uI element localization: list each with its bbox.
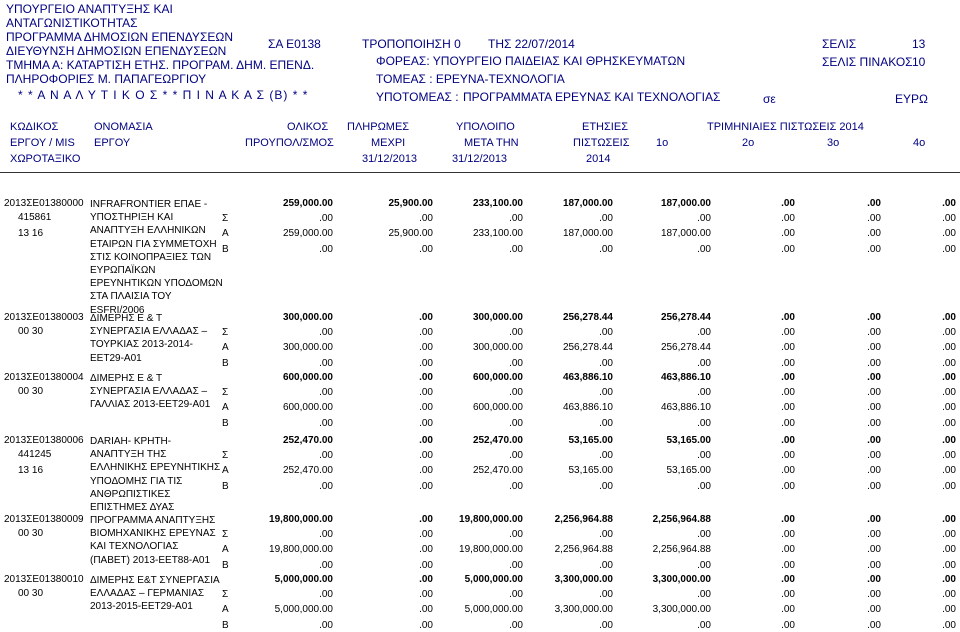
project-name-line: ΔΙΜΕΡΗΣ Ε & Τ bbox=[90, 373, 163, 384]
amount-annual: 256,278.44 bbox=[562, 342, 613, 354]
currency-prefix: σε bbox=[763, 92, 776, 106]
row-type-letter: Α bbox=[222, 465, 229, 477]
amount-q3: .00 bbox=[867, 213, 881, 225]
amount-q1: .00 bbox=[697, 417, 711, 429]
amount-annual: .00 bbox=[599, 529, 613, 541]
amount-remaining: .00 bbox=[509, 450, 523, 462]
amount-q2: .00 bbox=[781, 417, 795, 429]
project-name-line: (ΠΑΒΕΤ) 2013-ΕΕΤ88-Α01 bbox=[90, 554, 211, 566]
amount-q2: .00 bbox=[781, 198, 795, 209]
amount-q4: .00 bbox=[942, 589, 956, 601]
project-name-line: 2013-2015-ΕΕΤ29-Α01 bbox=[90, 601, 193, 613]
project-name-line: ΑΝΘΡΩΠΙΣΤΙΚΕΣ bbox=[90, 488, 171, 500]
amount-q4: .00 bbox=[942, 544, 956, 556]
project-name-line: ΠΡΟΓΡΑΜΜΑ ΑΝΑΠΤΥΞΗΣ bbox=[90, 515, 216, 526]
amount-q3: .00 bbox=[867, 480, 881, 492]
amount-remaining: 300,000.00 bbox=[472, 312, 523, 323]
col-paid-3: 31/12/2013 bbox=[362, 153, 418, 165]
row-type-letter: Σ bbox=[222, 327, 229, 339]
report-header bbox=[0, 0, 960, 172]
amount-remaining: 19,800,000.00 bbox=[459, 544, 523, 556]
amount-q4: .00 bbox=[942, 243, 956, 255]
amount-q1: .00 bbox=[697, 559, 711, 571]
col-total-2: ΠΡΟΥΠΟΛ/ΣΜΟΣ bbox=[245, 137, 334, 149]
amount-q4: .00 bbox=[942, 450, 956, 462]
col-q3: 3ο bbox=[827, 137, 840, 149]
amount-total: .00 bbox=[319, 243, 333, 255]
amount-total: .00 bbox=[319, 417, 333, 429]
amount-remaining: .00 bbox=[509, 480, 523, 492]
amount-q1: 256,278.44 bbox=[660, 342, 711, 354]
project-name-line: ΒΙΟΜΗΧΑΝΙΚΗΣ ΕΡΕΥΝΑΣ bbox=[90, 528, 216, 540]
amount-q1: .00 bbox=[697, 619, 711, 631]
project-code: 2013ΣΕ01380003 bbox=[4, 312, 84, 323]
row-type-letter: Σ bbox=[222, 387, 229, 399]
amount-paid: .00 bbox=[419, 417, 433, 429]
amount-annual: .00 bbox=[599, 589, 613, 601]
row-type-letter: Β bbox=[222, 417, 229, 429]
amount-q2: .00 bbox=[781, 589, 795, 601]
project-mis: 441245 bbox=[18, 449, 52, 460]
amount-q3: .00 bbox=[867, 402, 881, 414]
amount-q1: 53,165.00 bbox=[666, 435, 711, 446]
project-code: 2013ΣΕ01380000 bbox=[4, 198, 84, 209]
col-q1: 1ο bbox=[656, 137, 669, 149]
project-mis: 415861 bbox=[18, 212, 52, 223]
amount-q2: .00 bbox=[781, 228, 795, 240]
amount-q3: .00 bbox=[867, 529, 881, 541]
amount-paid: .00 bbox=[419, 213, 433, 225]
project-name-line: ΔΙΜΕΡΗΣ Ε & Τ bbox=[90, 313, 163, 324]
amount-remaining: .00 bbox=[509, 619, 523, 631]
col-total-1: ΟΛΙΚΟΣ bbox=[287, 121, 329, 133]
sector: ΤΟΜΕΑΣ : ΕΡΕΥΝΑ-ΤΕΧΝΟΛΟΓΙΑ bbox=[376, 72, 565, 86]
amount-paid: .00 bbox=[419, 529, 433, 541]
row-type-letter: Σ bbox=[222, 213, 229, 225]
amount-q1: 187,000.00 bbox=[660, 228, 711, 240]
amount-q4: .00 bbox=[942, 604, 956, 616]
amount-q3: .00 bbox=[867, 544, 881, 556]
amount-q1: 2,256,964.88 bbox=[652, 514, 711, 525]
row-type-letter: Σ bbox=[222, 529, 229, 541]
amount-q3: .00 bbox=[867, 228, 881, 240]
row-type-letter: Β bbox=[222, 619, 229, 631]
amount-q1: .00 bbox=[697, 450, 711, 462]
amount-total: 19,800,000.00 bbox=[269, 544, 333, 556]
amount-q2: .00 bbox=[781, 372, 795, 383]
row-type-letter: Σ bbox=[222, 589, 229, 601]
row-type-letter: Β bbox=[222, 357, 229, 369]
amount-total: 5,000,000.00 bbox=[274, 574, 333, 585]
table-page-number: 10 bbox=[912, 55, 926, 69]
amount-q2: .00 bbox=[781, 544, 795, 556]
amount-q3: .00 bbox=[867, 357, 881, 369]
amount-q4: .00 bbox=[942, 417, 956, 429]
amount-annual: 2,256,964.88 bbox=[554, 514, 613, 525]
amount-q4: .00 bbox=[942, 402, 956, 414]
amount-remaining: 5,000,000.00 bbox=[464, 604, 523, 616]
row-type-letter: Β bbox=[222, 243, 229, 255]
amount-annual: 463,886.10 bbox=[562, 372, 613, 383]
col-paid-2: ΜΕΧΡΙ bbox=[371, 137, 406, 149]
amount-paid: .00 bbox=[419, 574, 433, 585]
amount-q1: 463,886.10 bbox=[660, 372, 711, 383]
amount-paid: .00 bbox=[419, 342, 433, 354]
project-name-line: ΕΤΑΙΡΩΝ ΓΙΑ ΣΥΜΜΕΤΟΧΗ bbox=[90, 238, 217, 250]
amount-annual: 3,300,000.00 bbox=[554, 574, 613, 585]
amount-annual: .00 bbox=[599, 357, 613, 369]
amount-total: .00 bbox=[319, 559, 333, 571]
project-name-line: ΕΠΙΣΤΗΜΕΣ ΔΥΑΣ bbox=[90, 502, 175, 513]
row-type-letter: Σ bbox=[222, 450, 229, 462]
amount-annual: 187,000.00 bbox=[562, 198, 613, 209]
amount-q3: .00 bbox=[867, 574, 881, 585]
ministry-line-1: ΥΠΟΥΡΓΕΙΟ ΑΝΑΠΤΥΞΗΣ ΚΑΙ bbox=[6, 2, 173, 16]
row-type-letter: Α bbox=[222, 544, 229, 556]
amount-total: .00 bbox=[319, 450, 333, 462]
subsector-label: ΥΠΟΤΟΜΕΑΣ : bbox=[376, 90, 459, 104]
amount-total: 259,000.00 bbox=[282, 198, 333, 209]
amount-q2: .00 bbox=[781, 357, 795, 369]
col-code-3: ΧΩΡΟΤΑΞΙΚΟ bbox=[10, 153, 81, 165]
amount-q1: .00 bbox=[697, 327, 711, 339]
amount-q4: .00 bbox=[942, 514, 956, 525]
amount-q1: 2,256,964.88 bbox=[652, 544, 711, 556]
amount-annual: 256,278.44 bbox=[562, 312, 613, 323]
project-name-line: DARIAH- ΚΡΗΤΗ- bbox=[90, 436, 172, 447]
amount-total: 252,470.00 bbox=[282, 435, 333, 446]
col-quarterly-title: ΤΡΙΜΗΝΙΑΙΕΣ ΠΙΣΤΩΣΕΙΣ 2014 bbox=[707, 121, 864, 133]
header-separator bbox=[0, 172, 960, 173]
amount-q4: .00 bbox=[942, 574, 956, 585]
agency: ΦΟΡΕΑΣ: ΥΠΟΥΡΓΕΙΟ ΠΑΙΔΕΙΑΣ ΚΑΙ ΘΡΗΣΚΕΥΜΑΤΩΝ bbox=[376, 54, 686, 68]
project-name-line: ΤΟΥΡΚΙΑΣ 2013-2014- bbox=[90, 339, 193, 351]
amount-q1: .00 bbox=[697, 480, 711, 492]
subsector: ΠΡΟΓΡΑΜΜΑΤΑ ΕΡΕΥΝΑΣ ΚΑΙ ΤΕΧΝΟΛΟΓΙΑΣ bbox=[463, 90, 721, 104]
amount-annual: 53,165.00 bbox=[568, 435, 613, 446]
amount-q1: 187,000.00 bbox=[660, 198, 711, 209]
amount-remaining: 252,470.00 bbox=[472, 465, 523, 477]
project-region: 00 30 bbox=[18, 528, 44, 539]
amount-annual: .00 bbox=[599, 213, 613, 225]
amount-remaining: .00 bbox=[509, 417, 523, 429]
amount-remaining: .00 bbox=[509, 327, 523, 339]
amount-q2: .00 bbox=[781, 574, 795, 585]
amount-paid: .00 bbox=[419, 387, 433, 399]
amount-q4: .00 bbox=[942, 312, 956, 323]
sa-code: ΣΑ Ε0138 bbox=[268, 37, 321, 51]
amount-annual: 463,886.10 bbox=[562, 402, 613, 414]
col-code-2: ΕΡΓΟΥ / MIS bbox=[10, 137, 75, 149]
amount-q3: .00 bbox=[867, 589, 881, 601]
amount-total: 19,800,000.00 bbox=[269, 514, 333, 525]
amount-q1: .00 bbox=[697, 357, 711, 369]
amount-paid: .00 bbox=[419, 544, 433, 556]
amount-remaining: 233,100.00 bbox=[472, 198, 523, 209]
project-name-line: ΣΥΝΕΡΓΑΣΙΑ ΕΛΛΑΔΑΣ – bbox=[90, 386, 208, 398]
amount-q4: .00 bbox=[942, 213, 956, 225]
amount-q3: .00 bbox=[867, 312, 881, 323]
amount-total: .00 bbox=[319, 327, 333, 339]
amount-q4: .00 bbox=[942, 198, 956, 209]
amount-q1: .00 bbox=[697, 529, 711, 541]
amount-paid: .00 bbox=[419, 619, 433, 631]
amount-q2: .00 bbox=[781, 213, 795, 225]
col-q2: 2ο bbox=[742, 137, 755, 149]
amount-annual: 3,300,000.00 bbox=[554, 604, 613, 616]
amount-annual: .00 bbox=[599, 619, 613, 631]
amount-paid: .00 bbox=[419, 559, 433, 571]
col-remaining-3: 31/12/2013 bbox=[452, 153, 508, 165]
amount-total: .00 bbox=[319, 387, 333, 399]
amount-total: .00 bbox=[319, 589, 333, 601]
amount-paid: .00 bbox=[419, 435, 433, 446]
col-name-1: ΟΝΟΜΑΣΙΑ bbox=[94, 121, 153, 133]
amount-q3: .00 bbox=[867, 372, 881, 383]
amount-total: 300,000.00 bbox=[282, 312, 333, 323]
amount-annual: 2,256,964.88 bbox=[554, 544, 613, 556]
project-code: 2013ΣΕ01380010 bbox=[4, 574, 84, 585]
project-name-line: ΕΥΡΩΠΑΪΚΩΝ bbox=[90, 265, 156, 276]
amount-q4: .00 bbox=[942, 387, 956, 399]
amount-q2: .00 bbox=[781, 402, 795, 414]
amount-q4: .00 bbox=[942, 342, 956, 354]
amount-q2: .00 bbox=[781, 559, 795, 571]
amount-annual: .00 bbox=[599, 327, 613, 339]
project-name-line: ΑΝΑΠΤΥΞΗ ΤΗΣ bbox=[90, 449, 167, 461]
project-name-line: ΥΠΟΔΟΜΗΣ ΓΙΑ ΤΙΣ bbox=[90, 475, 183, 487]
project-code: 2013ΣΕ01380004 bbox=[4, 372, 84, 383]
amount-q3: .00 bbox=[867, 514, 881, 525]
amount-remaining: 600,000.00 bbox=[472, 372, 523, 383]
col-annual-1: ΕΤΗΣΙΕΣ bbox=[582, 121, 628, 133]
amount-q4: .00 bbox=[942, 435, 956, 446]
amount-q4: .00 bbox=[942, 619, 956, 631]
directorate-line: ΔΙΕΥΘΥΝΣΗ ΔΗΜΟΣΙΩΝ ΕΠΕΝΔΥΣΕΩΝ bbox=[6, 44, 227, 58]
amount-q2: .00 bbox=[781, 514, 795, 525]
amount-q2: .00 bbox=[781, 619, 795, 631]
amount-remaining: .00 bbox=[509, 589, 523, 601]
amount-total: .00 bbox=[319, 357, 333, 369]
amount-paid: .00 bbox=[419, 465, 433, 477]
amount-q3: .00 bbox=[867, 435, 881, 446]
info-line: ΠΛΗΡΟΦΟΡΙΕΣ Μ. ΠΑΠΑΓΕΩΡΓΙΟΥ bbox=[6, 72, 207, 86]
amount-remaining: .00 bbox=[509, 243, 523, 255]
amount-annual: .00 bbox=[599, 417, 613, 429]
project-code: 2013ΣΕ01380009 bbox=[4, 514, 84, 525]
amount-q4: .00 bbox=[942, 559, 956, 571]
project-name-line: ΕΛΛΗΝΙΚΗΣ ΕΡΕΥΝΗΤΙΚΗΣ bbox=[90, 462, 221, 474]
amount-annual: 53,165.00 bbox=[568, 465, 613, 477]
project-name-line: ΣΤΙΣ ΚΟΙΝΟΠΡΑΞΙΕΣ ΤΩΝ bbox=[90, 251, 212, 263]
amount-annual: .00 bbox=[599, 387, 613, 399]
amount-paid: .00 bbox=[419, 243, 433, 255]
project-name-line: INFRAFRONTIER ΕΠΑΕ - bbox=[90, 199, 208, 210]
amount-q2: .00 bbox=[781, 450, 795, 462]
amount-total: 259,000.00 bbox=[282, 228, 333, 240]
amount-total: 600,000.00 bbox=[282, 402, 333, 414]
col-paid-1: ΠΛΗΡΩΜΕΣ bbox=[347, 121, 410, 133]
amount-q4: .00 bbox=[942, 357, 956, 369]
project-name-line: ΣΥΝΕΡΓΑΣΙΑ ΕΛΛΑΔΑΣ – bbox=[90, 326, 208, 338]
amount-paid: 25,900.00 bbox=[388, 228, 433, 240]
amount-total: .00 bbox=[319, 619, 333, 631]
row-type-letter: Α bbox=[222, 342, 229, 354]
amount-q2: .00 bbox=[781, 342, 795, 354]
project-name-line: ΥΠΟΣΤΗΡΙΞΗ ΚΑΙ bbox=[90, 212, 174, 224]
page-number: 13 bbox=[912, 37, 926, 51]
row-type-letter: Α bbox=[222, 402, 229, 414]
amount-annual: .00 bbox=[599, 480, 613, 492]
row-type-letter: Α bbox=[222, 604, 229, 616]
currency: ΕΥΡΩ bbox=[895, 92, 928, 106]
amount-q3: .00 bbox=[867, 243, 881, 255]
report-date: ΤΗΣ 22/07/2014 bbox=[488, 37, 575, 51]
project-region: 00 30 bbox=[18, 386, 44, 397]
amount-remaining: .00 bbox=[509, 387, 523, 399]
project-region: 13 16 bbox=[18, 228, 44, 239]
amount-total: 300,000.00 bbox=[282, 342, 333, 354]
col-code-1: ΚΩΔΙΚΟΣ bbox=[10, 121, 59, 133]
project-region: 00 30 bbox=[18, 326, 44, 337]
amount-q1: .00 bbox=[697, 387, 711, 399]
modification-number: ΤΡΟΠΟΠΟΙΗΣΗ 0 bbox=[362, 37, 461, 51]
amount-q3: .00 bbox=[867, 198, 881, 209]
amount-q2: .00 bbox=[781, 604, 795, 616]
project-name-line: ΚΑΙ ΤΕΧΝΟΛΟΓΙΑΣ bbox=[90, 541, 179, 553]
amount-annual: .00 bbox=[599, 243, 613, 255]
amount-remaining: 19,800,000.00 bbox=[459, 514, 523, 525]
row-type-letter: Β bbox=[222, 559, 229, 571]
col-annual-2: ΠΙΣΤΩΣΕΙΣ bbox=[573, 137, 630, 149]
amount-annual: .00 bbox=[599, 450, 613, 462]
amount-q3: .00 bbox=[867, 450, 881, 462]
amount-q4: .00 bbox=[942, 228, 956, 240]
report-subtitle: * * Α Ν Α Λ Υ Τ Ι Κ Ο Σ * * Π Ι Ν Α Κ Α Σ (Β) * * bbox=[18, 88, 309, 102]
amount-q3: .00 bbox=[867, 604, 881, 616]
amount-q1: .00 bbox=[697, 213, 711, 225]
page-label: ΣΕΛΙΣ bbox=[822, 37, 857, 51]
amount-q2: .00 bbox=[781, 480, 795, 492]
amount-q3: .00 bbox=[867, 417, 881, 429]
amount-q1: 463,886.10 bbox=[660, 402, 711, 414]
amount-remaining: .00 bbox=[509, 357, 523, 369]
amount-q3: .00 bbox=[867, 387, 881, 399]
table-page-label: ΣΕΛΙΣ ΠΙΝΑΚΟΣ bbox=[822, 55, 913, 69]
amount-remaining: 600,000.00 bbox=[472, 402, 523, 414]
project-name-line: ΔΙΜΕΡΗΣ Ε&Τ ΣΥΝΕΡΓΑΣΙΑ bbox=[90, 575, 220, 586]
amount-total: 5,000,000.00 bbox=[274, 604, 333, 616]
amount-remaining: 233,100.00 bbox=[472, 228, 523, 240]
amount-q4: .00 bbox=[942, 372, 956, 383]
amount-paid: .00 bbox=[419, 604, 433, 616]
amount-q1: 3,300,000.00 bbox=[652, 604, 711, 616]
project-region: 13 16 bbox=[18, 465, 44, 476]
col-annual-3: 2014 bbox=[586, 153, 611, 165]
amount-paid: .00 bbox=[419, 450, 433, 462]
amount-annual: 187,000.00 bbox=[562, 228, 613, 240]
amount-q1: 53,165.00 bbox=[666, 465, 711, 477]
project-name-line: ΕΕΤ29-Α01 bbox=[90, 352, 142, 364]
project-name-line: ΓΑΛΛΙΑΣ 2013-ΕΕΤ29-Α01 bbox=[90, 399, 211, 411]
amount-total: .00 bbox=[319, 213, 333, 225]
amount-q2: .00 bbox=[781, 312, 795, 323]
amount-q2: .00 bbox=[781, 387, 795, 399]
amount-q1: 256,278.44 bbox=[660, 312, 711, 323]
amount-q2: .00 bbox=[781, 243, 795, 255]
project-name-line: ESFRI/2006 bbox=[90, 304, 145, 316]
col-remaining-1: ΥΠΟΛΟΙΠΟ bbox=[456, 121, 515, 133]
project-code: 2013ΣΕ01380006 bbox=[4, 435, 84, 446]
ministry-line-2: ΑΝΤΑΓΩΝΙΣΤΙΚΟΤΗΤΑΣ bbox=[6, 16, 138, 30]
amount-q3: .00 bbox=[867, 327, 881, 339]
row-type-letter: Α bbox=[222, 228, 229, 240]
amount-total: 600,000.00 bbox=[282, 372, 333, 383]
amount-q2: .00 bbox=[781, 465, 795, 477]
amount-q1: .00 bbox=[697, 589, 711, 601]
project-region: 00 30 bbox=[18, 588, 44, 599]
department-line: ΤΜΗΜΑ Α: ΚΑΤΑΡΤΙΣΗ ΕΤΗΣ. ΠΡΟΓΡΑΜ. ΔΗΜ. ΕΠΕΝΔ. bbox=[6, 58, 315, 72]
amount-q2: .00 bbox=[781, 327, 795, 339]
amount-total: .00 bbox=[319, 480, 333, 492]
program-line: ΠΡΟΓΡΑΜΜΑ ΔΗΜΟΣΙΩΝ ΕΠΕΝΔΥΣΕΩΝ bbox=[6, 30, 233, 44]
amount-remaining: 5,000,000.00 bbox=[464, 574, 523, 585]
amount-paid: .00 bbox=[419, 402, 433, 414]
amount-paid: 25,900.00 bbox=[388, 198, 433, 209]
amount-q2: .00 bbox=[781, 435, 795, 446]
amount-total: 252,470.00 bbox=[282, 465, 333, 477]
amount-remaining: 300,000.00 bbox=[472, 342, 523, 354]
project-name-line: ΑΝΑΠΤΥΞΗ ΕΛΛΗΝΙΚΩΝ bbox=[90, 225, 206, 237]
amount-remaining: .00 bbox=[509, 213, 523, 225]
col-name-2: ΕΡΓΟΥ bbox=[94, 137, 131, 149]
amount-q1: .00 bbox=[697, 243, 711, 255]
amount-q3: .00 bbox=[867, 465, 881, 477]
amount-remaining: .00 bbox=[509, 529, 523, 541]
amount-paid: .00 bbox=[419, 589, 433, 601]
amount-total: .00 bbox=[319, 529, 333, 541]
amount-remaining: .00 bbox=[509, 559, 523, 571]
amount-annual: .00 bbox=[599, 559, 613, 571]
amount-q3: .00 bbox=[867, 342, 881, 354]
amount-q3: .00 bbox=[867, 619, 881, 631]
col-remaining-2: ΜΕΤΑ ΤΗΝ bbox=[464, 137, 519, 149]
amount-q4: .00 bbox=[942, 480, 956, 492]
project-name-line: ΕΛΛΑΔΑΣ – ΓΕΡΜΑΝΙΑΣ bbox=[90, 588, 205, 600]
amount-q2: .00 bbox=[781, 529, 795, 541]
amount-paid: .00 bbox=[419, 480, 433, 492]
amount-remaining: 252,470.00 bbox=[472, 435, 523, 446]
row-type-letter: Β bbox=[222, 480, 229, 492]
amount-paid: .00 bbox=[419, 357, 433, 369]
amount-q4: .00 bbox=[942, 327, 956, 339]
amount-paid: .00 bbox=[419, 372, 433, 383]
amount-q4: .00 bbox=[942, 465, 956, 477]
amount-q1: 3,300,000.00 bbox=[652, 574, 711, 585]
col-q4: 4ο bbox=[913, 137, 926, 149]
amount-paid: .00 bbox=[419, 312, 433, 323]
amount-q3: .00 bbox=[867, 559, 881, 571]
project-name-line: ΣΤΑ ΠΛΑΙΣΙΑ ΤΟΥ bbox=[90, 291, 172, 303]
project-name-line: ΕΡΕΥΝΗΤΙΚΩΝ ΥΠΟΔΟΜΩΝ bbox=[90, 278, 223, 290]
amount-paid: .00 bbox=[419, 514, 433, 525]
amount-paid: .00 bbox=[419, 327, 433, 339]
amount-q4: .00 bbox=[942, 529, 956, 541]
